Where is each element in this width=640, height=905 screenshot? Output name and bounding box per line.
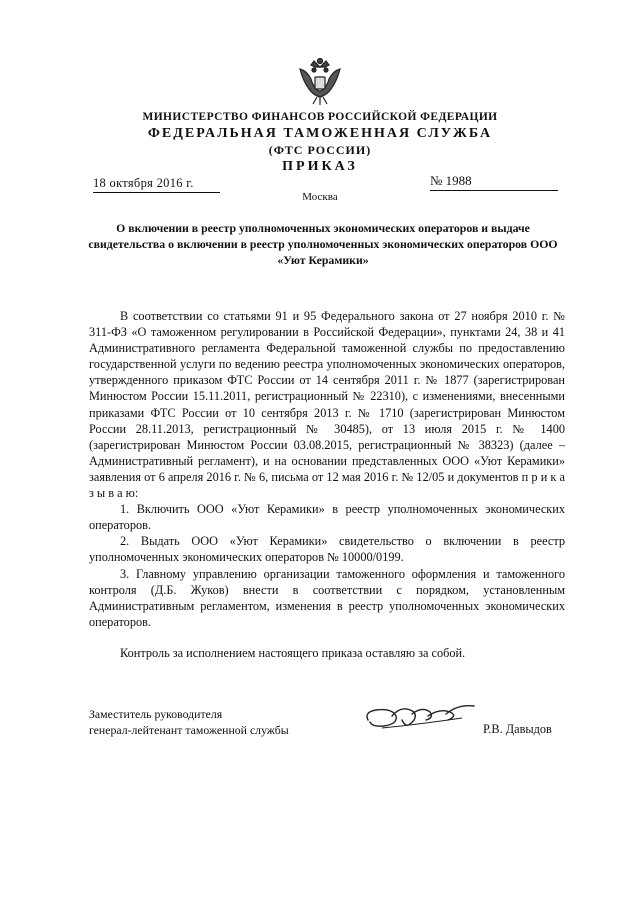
control-paragraph: Контроль за исполнением настоящего приказа оставляю за собой. — [120, 645, 466, 660]
ministry-name: МИНИСТЕРСТВО ФИНАНСОВ РОССИЙСКОЙ ФЕДЕРАЦИИ — [142, 111, 498, 123]
order-item-3: 3. Главному управлению организации таможенного оформления и таможенного контроля (Д.Б. Жуков) внести в соответствии с порядком, установленным Административным регламентом, изменения в реестр уполномоченных экономических операторов. — [89, 566, 565, 629]
order-word: п р и к а з ы в а ю: — [89, 469, 566, 501]
signer-name: Р.В. Давыдов — [483, 722, 552, 736]
service-abbreviation: (ФТС РОССИИ) — [268, 143, 372, 157]
city: Москва — [302, 191, 338, 203]
order-date: 18 октября 2016 г. — [93, 176, 220, 193]
preamble-text: В соответствии со статьями 91 и 95 Федерального закона от 27 ноября 2010 г. № 311-ФЗ «О таможенном регулировании в Российской Федерации», пунктами 24, 38 и 41 Административного регламента Федеральной таможенной службы по предоставлению государственной услуги по ведению реестра уполномоченных экономических операторов, утвержденного приказом ФТС России от 14 сентября 2011 г. № 1877 (зарегистрирован Минюстом России 15.11.2011, регистрационный № 22310), с изменениями, внесенными приказами ФТС России от 10 сентября 2013 г. № 1710 (зарегистрирован Минюстом России 28.11.2013, регистрационный № 30485), от 13 июля 2015 г. № 1400 (зарегистрирован Минюстом России 03.08.2015, регистрационный № 38323) (далее – Административный регламент), и на основании представленных ООО «Уют Керамики» заявления от 6 апреля 2016 г. № 6, письма от 12 мая 2016 г. № 12/05 и документов — [89, 309, 565, 484]
order-number: № 1988 — [430, 173, 558, 191]
order-item-1: 1. Включить ООО «Уют Керамики» в реестр уполномоченных экономических операторов. — [89, 502, 565, 533]
service-name: ФЕДЕРАЛЬНАЯ ТАМОЖЕННАЯ СЛУЖБА — [147, 126, 493, 141]
signer-position-line-1: Заместитель руководителя — [89, 707, 223, 721]
signer-position — [89, 706, 289, 738]
document-type: ПРИКАЗ — [282, 159, 358, 174]
order-item-2: 2. Выдать ООО «Уют Керамики» свидетельство о включении в реестр уполномоченных экономических операторов № 10000/0199. — [89, 534, 565, 565]
signer-position-line-2: генерал-лейтенант таможенной службы — [89, 723, 289, 737]
handwritten-signature — [362, 698, 480, 738]
order-body — [89, 308, 565, 661]
preamble-paragraph — [89, 308, 565, 501]
coat-of-arms-icon — [297, 57, 343, 107]
order-title: О включении в реестр уполномоченных экономических операторов и выдаче свидетельства о включении в реестр уполномоченных экономических операторов ООО «Уют Керамики» — [88, 221, 558, 267]
